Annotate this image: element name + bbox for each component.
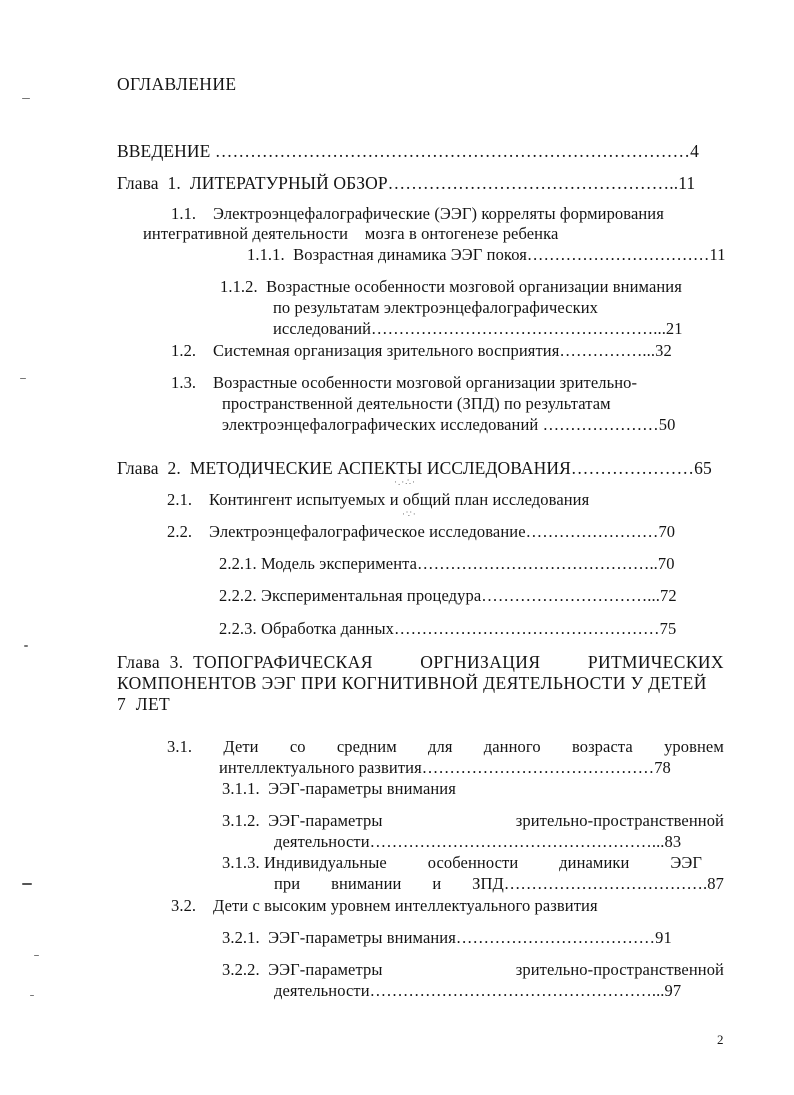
entry-word: динамики <box>559 853 630 872</box>
page-number: 2 <box>717 1032 724 1047</box>
toc-entry-3-2-2-line2: деятельности……………………………………………...97 <box>274 981 682 1000</box>
entry-word: данного <box>483 737 541 756</box>
entry-word: возраста <box>571 737 633 756</box>
toc-entry-1-1-line1: 1.1. Электроэнцефалографические (ЭЭГ) корреляты формирования <box>171 204 664 223</box>
entry-word: при <box>274 874 301 893</box>
entry-word: средним <box>336 737 397 756</box>
toc-entry-3-1-line2: интеллектуального развития……………………………………78 <box>219 758 671 777</box>
toc-entry-3-1-2-line1 <box>222 811 724 831</box>
toc-entry-3-2: 3.2. Дети с высоким уровнем интеллектуального развития <box>171 896 598 915</box>
entry-word: 3.1. <box>167 737 193 756</box>
chapter-3-word: ОРГНИЗАЦИЯ <box>420 652 541 672</box>
scan-speck <box>24 645 28 647</box>
toc-entry-3-1-line1 <box>167 737 724 757</box>
toc-entry-1-3-line3: электроэнцефалографических исследований …………………50 <box>222 415 676 434</box>
scan-noise: ·∵· <box>402 509 417 519</box>
toc-entry-1-1-2-line2: по результатам электроэнцефалографических <box>273 298 598 317</box>
entry-word: со <box>289 737 306 756</box>
toc-entry-3-1-3-line1 <box>222 853 702 873</box>
entry-word: 3.2.2. ЭЭГ-параметры <box>222 960 383 979</box>
toc-entry-chapter-1: Глава 1. ЛИТЕРАТУРНЫЙ ОБЗОР…………………………………………..11 <box>117 173 696 193</box>
entry-word: и <box>432 874 442 893</box>
toc-entry-1-2: 1.2. Системная организация зрительного восприятия……………...32 <box>171 341 672 360</box>
toc-entry-1-3-line2: пространственной деятельности (ЗПД) по результатам <box>222 394 611 413</box>
scan-speck <box>34 955 39 956</box>
toc-entry-1-1-2-line3: исследований……………………………………………...21 <box>273 319 683 338</box>
entry-word: уровнем <box>664 737 724 756</box>
toc-entry-1-3-line1: 1.3. Возрастные особенности мозговой организации зрительно- <box>171 373 638 392</box>
toc-entry-1-1-2-line1: 1.1.2. Возрастные особенности мозговой организации внимания <box>220 277 682 296</box>
toc-entry-3-2-1: 3.2.1. ЭЭГ-параметры внимания………………………………91 <box>222 928 672 947</box>
entry-word: 3.1.3. Индивидуальные <box>222 853 387 872</box>
entry-word: 3.1.2. ЭЭГ-параметры <box>222 811 383 830</box>
toc-entry-2-2-2: 2.2.2. Экспериментальная процедура…………………………...72 <box>219 586 677 605</box>
toc-entry-chapter-2: Глава 2. МЕТОДИЧЕСКИЕ АСПЕКТЫ ИССЛЕДОВАНИЯ…………………65 <box>117 458 712 478</box>
toc-entry-3-2-2-line1 <box>222 960 724 980</box>
toc-entry-2-2-3: 2.2.3. Обработка данных…………………………………………75 <box>219 619 677 638</box>
scan-noise: ·.·∴· <box>394 477 416 487</box>
scan-speck <box>20 378 26 379</box>
scan-speck <box>30 995 34 996</box>
toc-entry-2-2: 2.2. Электроэнцефалографическое исследование……………………70 <box>167 522 676 541</box>
toc-entry-3-1-3-line2 <box>274 874 724 894</box>
toc-entry-3-1-2-line2: деятельности……………………………………………...83 <box>274 832 682 851</box>
scan-speck <box>22 883 32 885</box>
entry-word: ЭЭГ <box>670 853 702 872</box>
entry-word: ЗПД……………………………….87 <box>472 874 724 893</box>
scan-speck <box>22 98 30 99</box>
entry-word: особенности <box>427 853 519 872</box>
toc-entry-3-1-1: 3.1.1. ЭЭГ-параметры внимания <box>222 779 456 798</box>
page-title: ОГЛАВЛЕНИЕ <box>117 74 237 94</box>
toc-entry-intro: ВВЕДЕНИЕ ………………………………………………………………………4 <box>117 141 699 161</box>
entry-word: зрительно-пространственной <box>515 811 724 830</box>
toc-entry-2-2-1: 2.2.1. Модель эксперимента……………………………………..70 <box>219 554 675 573</box>
entry-word: для <box>428 737 453 756</box>
toc-entry-1-1-1: 1.1.1. Возрастная динамика ЭЭГ покоя……………………………11 <box>247 245 726 264</box>
toc-entry-chapter-3-line2: КОМПОНЕНТОВ ЭЭГ ПРИ КОГНИТИВНОЙ ДЕЯТЕЛЬНОСТИ У ДЕТЕЙ <box>117 673 707 693</box>
toc-entry-1-1-line2: интегративной деятельности мозга в онтогенезе ребенка <box>143 224 559 243</box>
entry-word: внимании <box>331 874 402 893</box>
entry-word: зрительно-пространственной <box>515 960 724 979</box>
entry-word: Дети <box>223 737 259 756</box>
chapter-3-word: РИТМИЧЕСКИХ <box>587 652 724 672</box>
chapter-3-word: Глава 3. ТОПОГРАФИЧЕСКАЯ <box>117 652 373 672</box>
toc-entry-chapter-3-line1 <box>117 652 724 672</box>
toc-entry-2-1: 2.1. Контингент испытуемых и общий план исследования <box>167 490 590 509</box>
toc-entry-chapter-3-line3: 7 ЛЕТ <box>117 694 171 714</box>
